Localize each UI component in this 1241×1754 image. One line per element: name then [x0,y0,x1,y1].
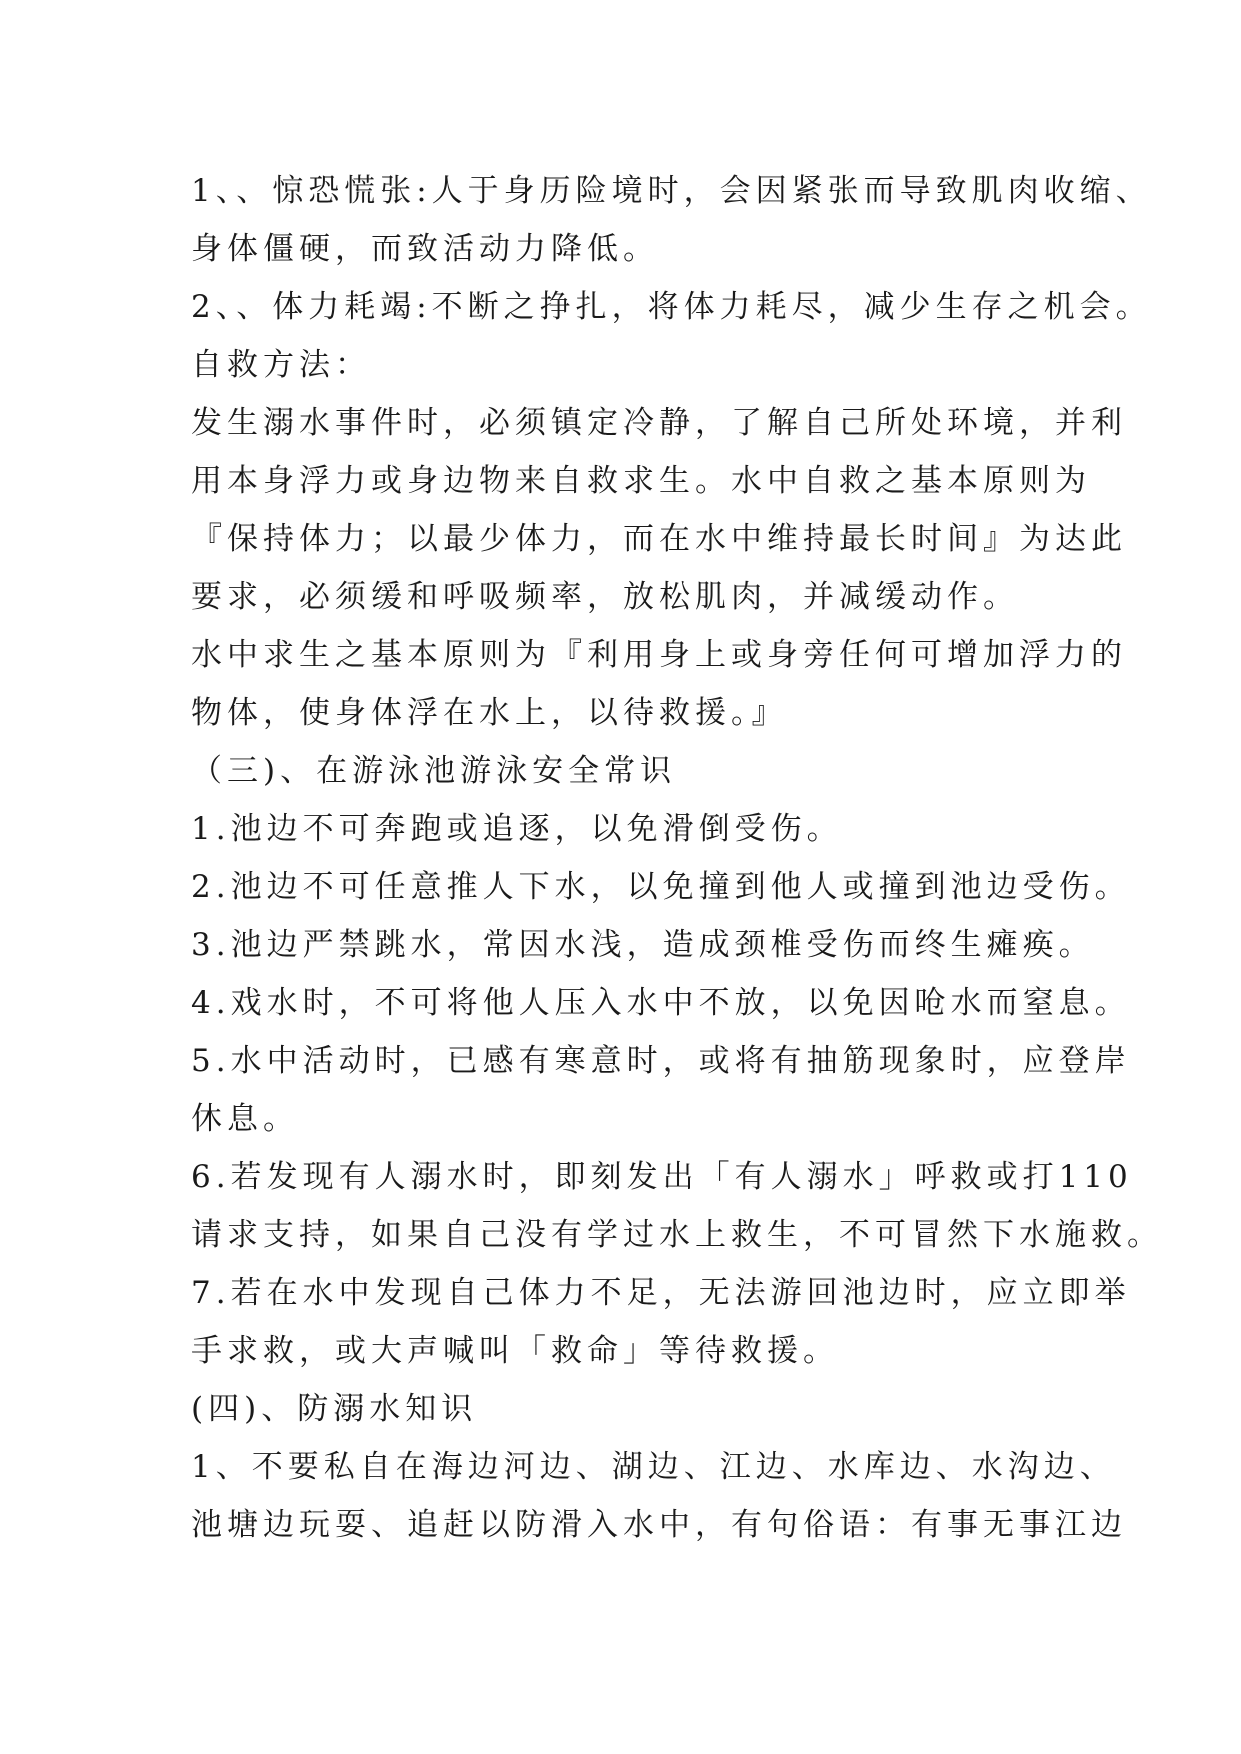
list-item: 1、不要私自在海边河边、湖边、江边、水库边、水沟边、 [191,1449,1116,1485]
text-line: 水中求生之基本原则为『利用身上或身旁任何可增加浮力的 [191,637,1127,673]
section-heading: （三)、在游泳池游泳安全常识 [191,753,677,789]
list-item: 1.池边不可奔跑或追逐，以免滑倒受伤。 [191,811,843,847]
text-line: 2、、体力耗竭:不断之挣扎，将体力耗尽，减少生存之机会。 [191,289,1152,325]
text-line: 『保持体力；以最少体力，而在水中维持最长时间』为达此 [191,521,1127,557]
text-line: 用本身浮力或身边物来自救求生。水中自救之基本原则为 [191,463,1091,499]
list-item: 5.水中活动时，已感有寒意时，或将有抽筋现象时，应登岸 [191,1043,1131,1079]
text-line: 物体，使身体浮在水上，以待救援。』 [191,695,788,731]
list-item: 7.若在水中发现自己体力不足，无法游回池边时，应立即举 [191,1275,1131,1311]
text-line: 休息。 [191,1101,299,1137]
text-line: 要求，必须缓和呼吸频率，放松肌肉，并减缓动作。 [191,579,1019,615]
list-item: 6.若发现有人溺水时，即刻发出「有人溺水」呼救或打110 [191,1159,1133,1195]
text-line: 身体僵硬，而致活动力降低。 [191,231,659,267]
text-line: 请求支持，如果自己没有学过水上救生，不可冒然下水施救。 [191,1217,1163,1253]
text-line: 1、、惊恐慌张:人于身历险境时，会因紧张而导致肌肉收缩、 [191,173,1152,209]
section-heading: (四)、防溺水知识 [191,1391,478,1427]
list-item: 2.池边不可任意推人下水，以免撞到他人或撞到池边受伤。 [191,869,1131,905]
text-line: 池塘边玩耍、追赶以防滑入水中，有句俗语：有事无事江边 [191,1507,1127,1543]
list-item: 4.戏水时，不可将他人压入水中不放，以免因呛水而窒息。 [191,985,1131,1021]
text-line: 手求救，或大声喊叫「救命」等待救援。 [191,1333,839,1369]
text-line: 发生溺水事件时，必须镇定冷静，了解自己所处环境，并利 [191,405,1127,441]
document-body [191,162,1163,1554]
section-heading: 自救方法： [191,347,371,383]
list-item: 3.池边严禁跳水，常因水浅，造成颈椎受伤而终生瘫痪。 [191,927,1095,963]
